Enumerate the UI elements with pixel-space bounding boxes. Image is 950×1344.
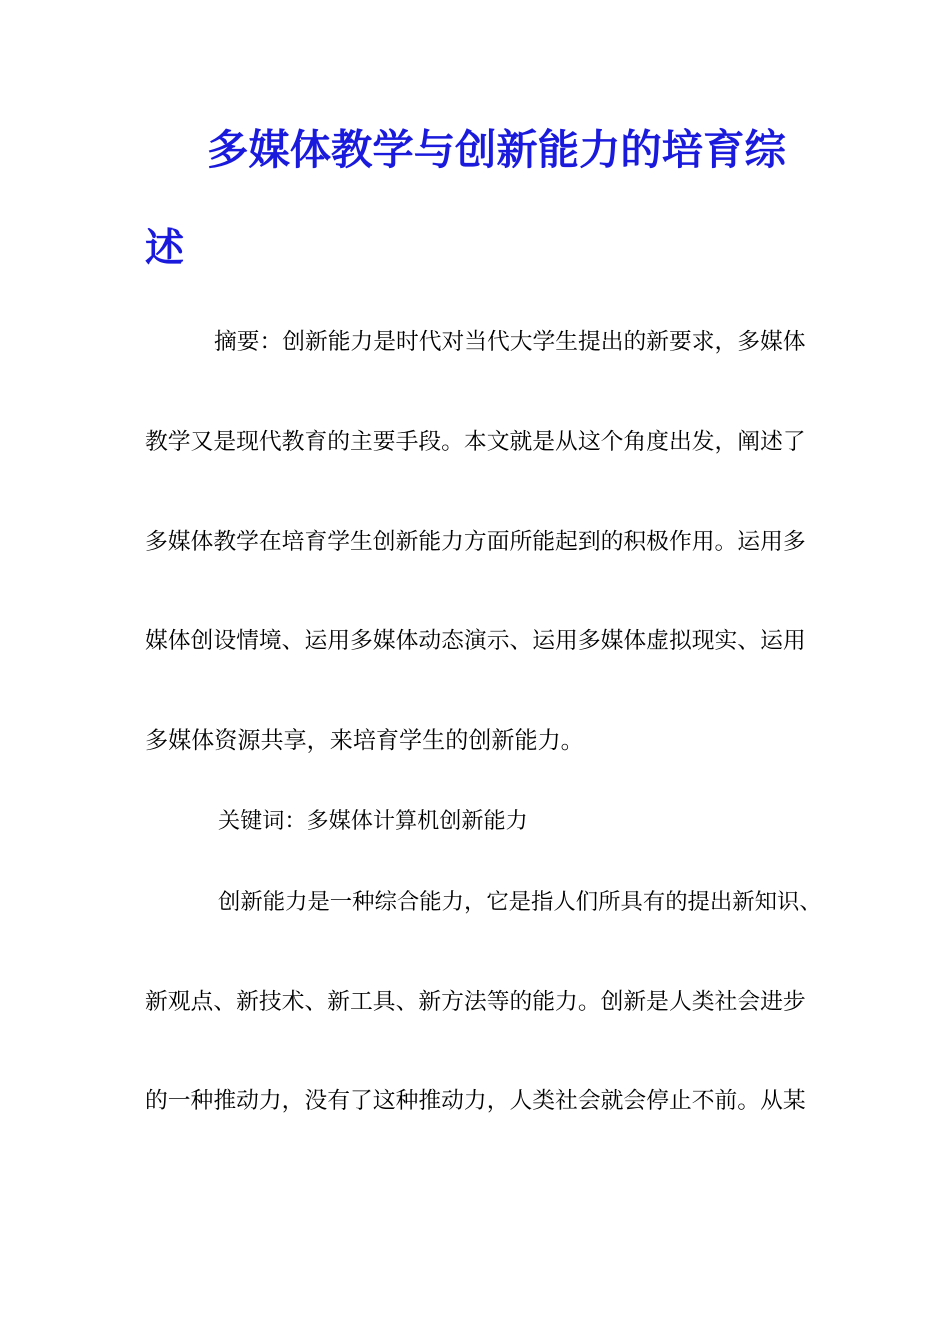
keywords-line: 关键词：多媒体计算机创新能力 [218,808,528,834]
body-line-3: 的一种推动力，没有了这种推动力，人类社会就会停止不前。从某 [145,1088,806,1114]
abstract-line-2: 教学又是现代教育的主要手段。本文就是从这个角度出发，阐述了 [145,429,806,455]
document-title-line-1: 多媒体教学与创新能力的培育综 [207,126,786,174]
document-title-line-2: 述 [145,226,185,271]
body-line-1: 创新能力是一种综合能力，它是指人们所具有的提出新知识、 [218,889,822,915]
abstract-line-4: 媒体创设情境、运用多媒体动态演示、运用多媒体虚拟现实、运用 [145,628,806,654]
abstract-line-5: 多媒体资源共享，来培育学生的创新能力。 [145,728,584,754]
abstract-line-3: 多媒体教学在培育学生创新能力方面所能起到的积极作用。运用多 [145,529,806,555]
body-line-2: 新观点、新技术、新工具、新方法等的能力。创新是人类社会进步 [145,989,806,1015]
abstract-line-1: 摘要：创新能力是时代对当代大学生提出的新要求，多媒体 [214,329,806,355]
